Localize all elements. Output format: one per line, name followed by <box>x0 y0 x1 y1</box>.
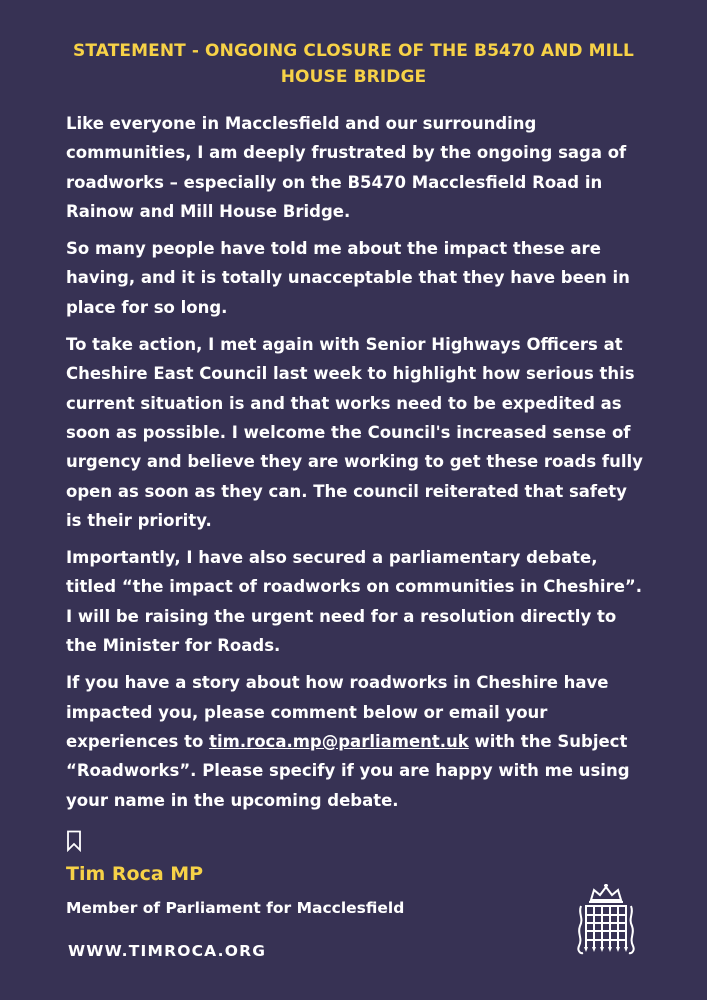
bookmark-icon[interactable] <box>66 830 82 852</box>
signature-role: Member of Parliament for Macclesfield <box>66 899 405 917</box>
portcullis-logo <box>575 884 637 956</box>
paragraph-1: Like everyone in Macclesfield and our surrounding communities, I am deeply frustrated by the ongoing saga of roadworks – especially on the B5470 Macclesfield Road in Rainow and Mill House Bridge. <box>66 114 627 221</box>
website-link[interactable]: WWW.TIMROCA.ORG <box>68 942 267 960</box>
closing-text-start: If you have a story about how roadworks in Cheshire have impacted you, please comment below or email your experiences to <box>66 673 609 751</box>
paragraph-5 <box>66 668 646 814</box>
signature-name: Tim Roca MP <box>66 863 204 885</box>
statement-body <box>66 109 646 823</box>
email-link[interactable]: tim.roca.mp@parliament.uk <box>209 731 469 751</box>
closing-text-end: with the Subject “Roadworks”. Please specify if you are happy with me using your name in the upcoming debate. <box>66 731 630 810</box>
paragraph-3: To take action, I met again with Senior Highways Officers at Cheshire East Council last week to highlight how serious this current situation is and that works need to be expedited as soon as possible. I welcome the Council's increased sense of urgency and believe they are working to get these roads fully open as soon as they can. The council reiterated that safety is their priority. <box>66 335 643 530</box>
paragraph-2: So many people have told me about the impact these are having, and it is totally unacceptable that they have been in place for so long. <box>66 239 630 317</box>
statement-title: STATEMENT - ONGOING CLOSURE OF THE B5470 AND MILL HOUSE BRIDGE <box>73 41 634 87</box>
paragraph-4: Importantly, I have also secured a parliamentary debate, titled “the impact of roadworks on communities in Cheshire”. I will be raising the urgent need for a resolution directly to the Minister for Roads. <box>66 548 643 656</box>
